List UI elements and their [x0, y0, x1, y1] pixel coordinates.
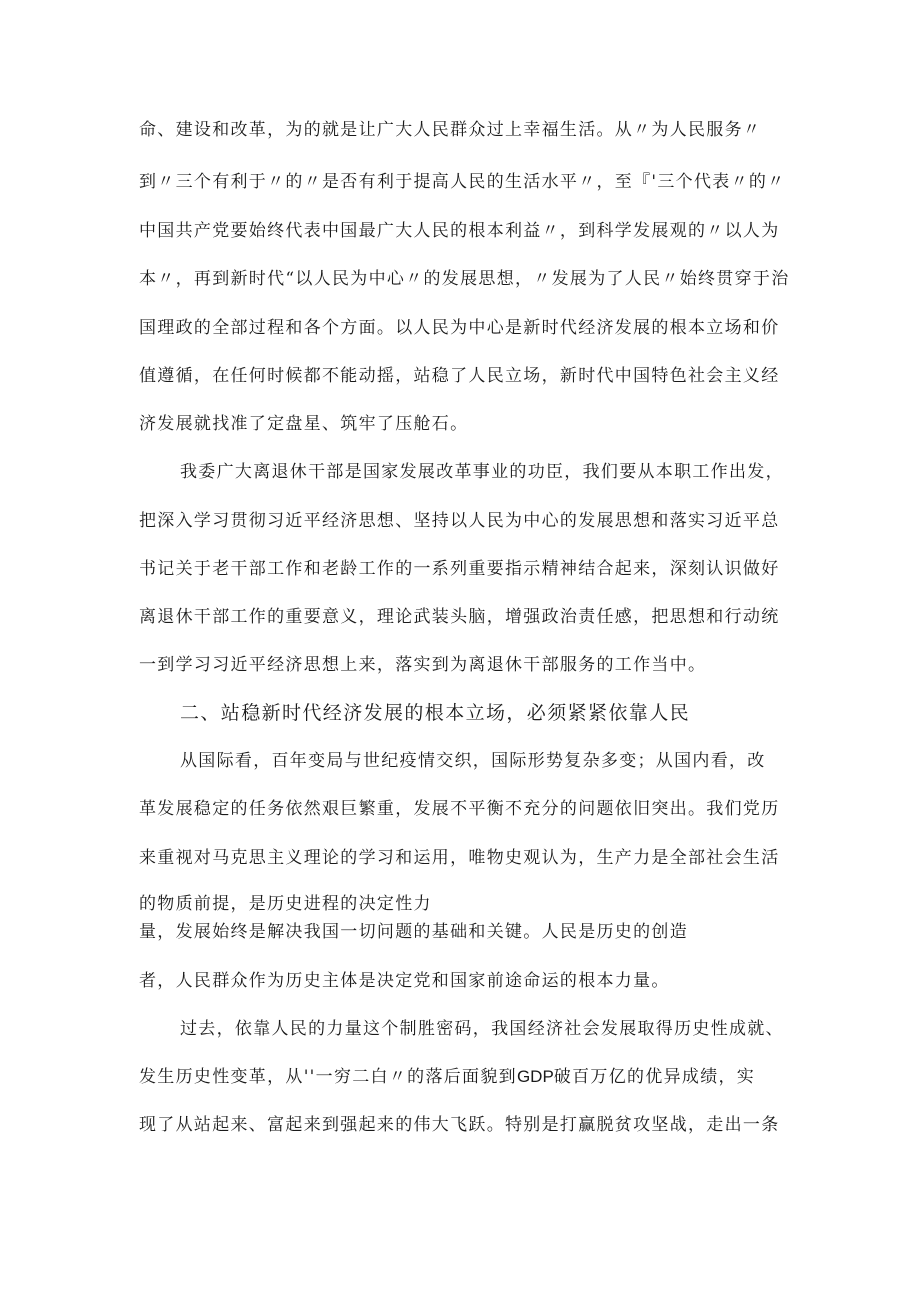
paragraph-line: 把深入学习贯彻习近平经济思想、坚持以人民为中心的发展思想和落实习近平总 — [139, 511, 780, 531]
paragraph-line: 革发展稳定的任务依然艰巨繁重，发展不平衡不充分的问题依旧突出。我们党历 — [139, 799, 780, 819]
paragraph-line: 来重视对马克思主义理论的学习和运用，唯物史观认为，生产力是全部社会生活 — [139, 848, 780, 868]
paragraph-line: 济发展就找准了定盘星、筑牢了压舱石。 — [139, 414, 469, 434]
paragraph-line: 值遵循，在任何时候都不能动摇，站稳了人民立场，新时代中国特色社会主义经 — [139, 366, 780, 386]
paragraph-line: 离退休干部工作的重要意义，理论武装头脑，增强政治责任感，把思想和行动统 — [139, 607, 780, 627]
line-segment: 破百万亿的优异成绩，实 — [553, 1067, 756, 1087]
paragraph-line: 从国际看，百年变局与世纪疫情交织，国际形势复杂多变；从国内看，改 — [180, 751, 766, 771]
section-heading: 二、站稳新时代经济发展的根本立场，必须紧紧依靠人民 — [180, 702, 691, 724]
gdp-term: GDP — [516, 1067, 554, 1086]
paragraph-line: 量，发展始终是解决我国一切问题的基础和关键。人民是历史的创造 — [139, 922, 688, 942]
paragraph-line: 书记关于老干部工作和老龄工作的一系列重要指示精神结合起来，深刻认识做好 — [139, 559, 780, 579]
paragraph-line: 现了从站起来、富起来到强起来的伟大飞跃。特别是打赢脱贫攻坚战，走出一条 — [139, 1115, 780, 1135]
paragraph-line: 国理政的全部过程和各个方面。以人民为中心是新时代经济发展的根本立场和价 — [139, 318, 780, 338]
paragraph-line: 本〃，再到新时代“以人民为中心〃的发展思想，〃发展为了人民〃始终贯穿于治 — [139, 269, 790, 289]
paragraph-line: 一到学习习近平经济思想上来，落实到为离退休干部服务的工作当中。 — [139, 655, 707, 675]
paragraph-line: 到〃三个有利于〃的〃是否有利于提高人民的生活水平〃，至『'三个代表〃的〃 — [139, 172, 786, 192]
paragraph-line: 中国共产党要始终代表中国最广大人民的根本利益〃，到科学发展观的〃以人为 — [139, 221, 780, 241]
paragraph-line — [139, 1067, 755, 1087]
paragraph-line: 的物质前提，是历史进程的决定性力 — [139, 894, 432, 914]
paragraph-line: 过去，依靠人民的力量这个制胜密码，我国经济社会发展取得历史性成就、 — [180, 1019, 784, 1039]
line-segment: 发生历史性变革，从''一穷二白〃的落后面貌到 — [139, 1067, 517, 1087]
paragraph-line: 我委广大离退休干部是国家发展改革事业的功臣，我们要从本职工作出发， — [180, 462, 784, 482]
paragraph-line: 命、建设和改革，为的就是让广大人民群众过上幸福生活。从〃为人民服务〃 — [139, 120, 762, 140]
paragraph-line: 者，人民群众作为历史主体是决定党和国家前途命运的根本力量。 — [139, 971, 670, 991]
